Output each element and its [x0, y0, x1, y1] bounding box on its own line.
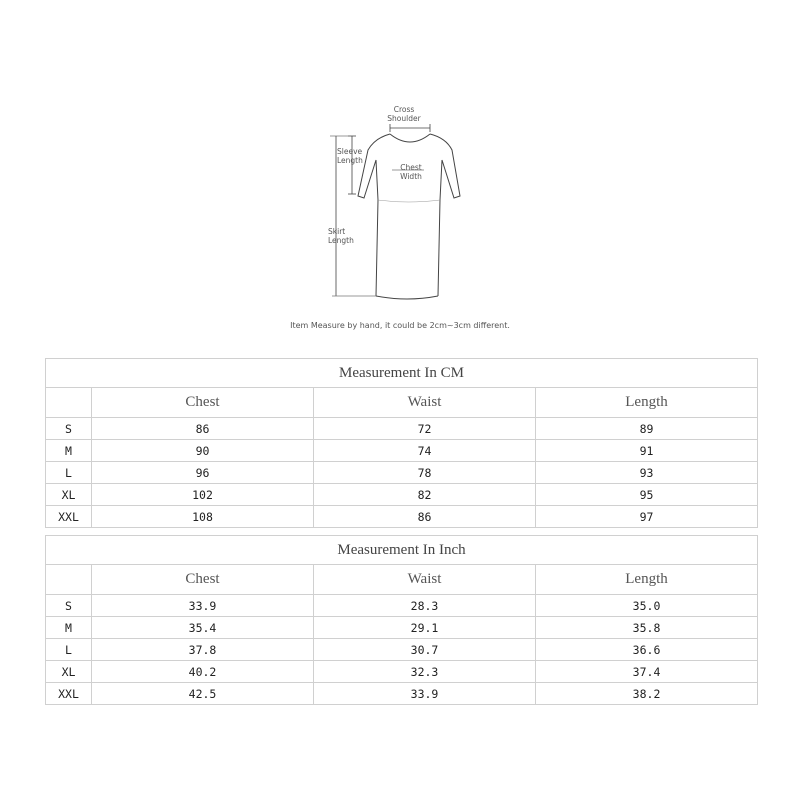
dress-measurement-diagram: [0, 0, 800, 340]
waist-value: 32.3: [314, 661, 536, 683]
table-title: Measurement In CM: [46, 359, 758, 388]
size-label: M: [46, 440, 92, 462]
table-row: [46, 440, 758, 462]
chest-value: 90: [92, 440, 314, 462]
chest-value: 37.8: [92, 639, 314, 661]
length-value: 97: [536, 506, 758, 528]
corner-cell: [46, 565, 92, 595]
waist-value: 86: [314, 506, 536, 528]
chest-value: 35.4: [92, 617, 314, 639]
cross-shoulder-label: Cross Shoulder: [387, 105, 421, 123]
chest-value: 33.9: [92, 595, 314, 617]
chest-value: 108: [92, 506, 314, 528]
chest-value: 86: [92, 418, 314, 440]
size-label: L: [46, 462, 92, 484]
chest-value: 42.5: [92, 683, 314, 705]
chest-value: 102: [92, 484, 314, 506]
waist-value: 74: [314, 440, 536, 462]
size-label: S: [46, 418, 92, 440]
size-label: M: [46, 617, 92, 639]
waist-value: 28.3: [314, 595, 536, 617]
length-value: 35.8: [536, 617, 758, 639]
length-value: 35.0: [536, 595, 758, 617]
table-row: [46, 661, 758, 683]
size-label: XXL: [46, 506, 92, 528]
column-header-length: Length: [536, 388, 758, 418]
table-row: [46, 617, 758, 639]
column-header-waist: Waist: [314, 565, 536, 595]
table-row: [46, 639, 758, 661]
size-table-cm: [45, 358, 758, 528]
table-row: [46, 683, 758, 705]
length-value: 91: [536, 440, 758, 462]
waist-value: 78: [314, 462, 536, 484]
table-row: [46, 462, 758, 484]
size-label: XL: [46, 484, 92, 506]
sleeve-length-label: Sleeve Length: [337, 147, 363, 165]
skirt-length-label: Skirt Length: [328, 227, 354, 245]
size-table-inch: [45, 535, 758, 705]
waist-value: 72: [314, 418, 536, 440]
column-header-chest: Chest: [92, 565, 314, 595]
size-label: XXL: [46, 683, 92, 705]
chest-value: 40.2: [92, 661, 314, 683]
table-row: [46, 506, 758, 528]
waist-value: 82: [314, 484, 536, 506]
size-label: L: [46, 639, 92, 661]
column-header-waist: Waist: [314, 388, 536, 418]
table-row: [46, 595, 758, 617]
column-header-chest: Chest: [92, 388, 314, 418]
measurement-note: Item Measure by hand, it could be 2cm~3cm different.: [290, 321, 510, 330]
length-value: 89: [536, 418, 758, 440]
chest-value: 96: [92, 462, 314, 484]
column-header-length: Length: [536, 565, 758, 595]
waist-value: 29.1: [314, 617, 536, 639]
length-value: 36.6: [536, 639, 758, 661]
length-value: 95: [536, 484, 758, 506]
length-value: 93: [536, 462, 758, 484]
table-row: [46, 484, 758, 506]
size-label: XL: [46, 661, 92, 683]
size-label: S: [46, 595, 92, 617]
table-title: Measurement In Inch: [46, 536, 758, 565]
waist-value: 30.7: [314, 639, 536, 661]
length-value: 37.4: [536, 661, 758, 683]
table-row: [46, 418, 758, 440]
chest-width-label: Chest Width: [400, 163, 422, 181]
corner-cell: [46, 388, 92, 418]
waist-value: 33.9: [314, 683, 536, 705]
length-value: 38.2: [536, 683, 758, 705]
